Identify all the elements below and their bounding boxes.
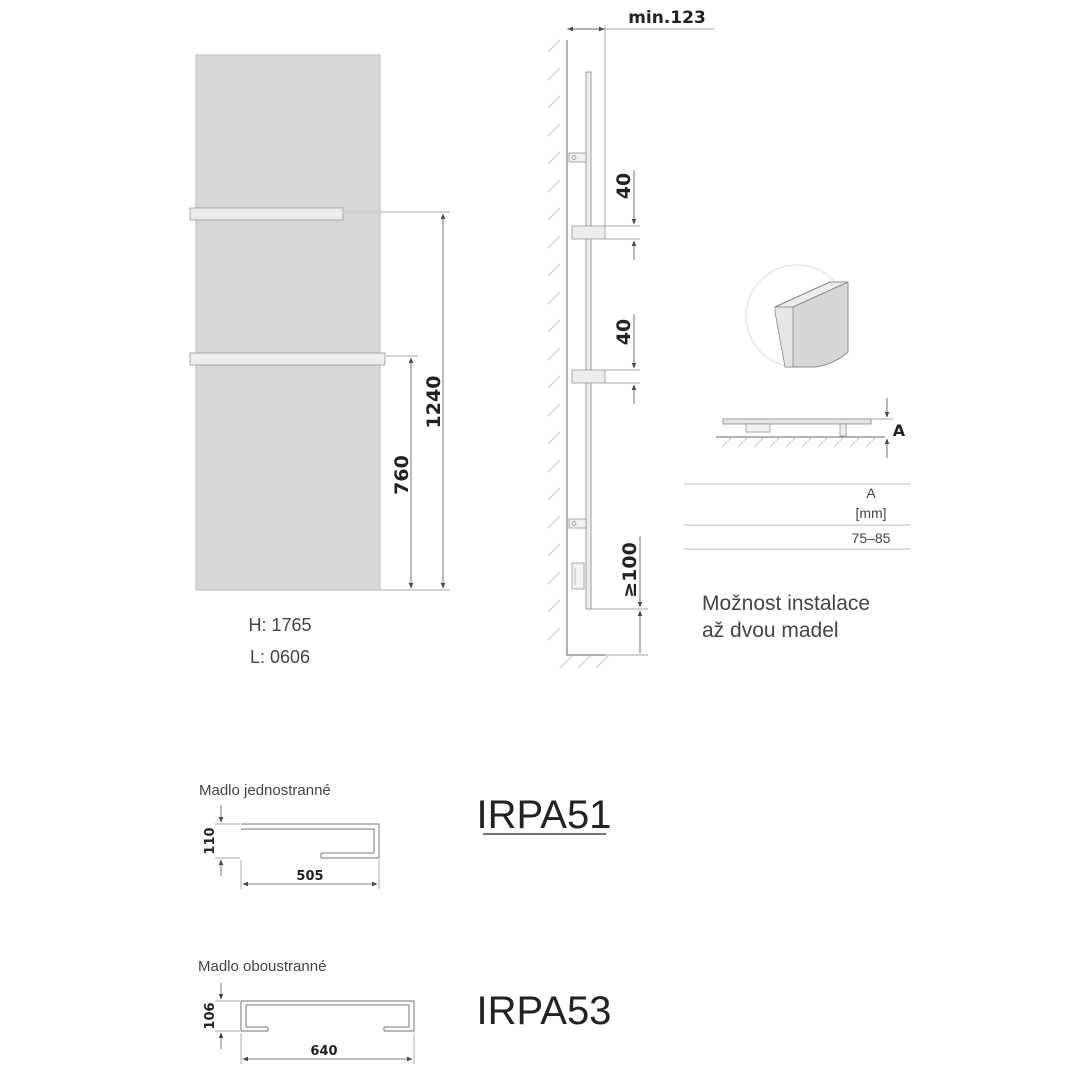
dim-min123-label: min.123 bbox=[628, 8, 706, 28]
detail-view bbox=[684, 265, 911, 642]
table-value: 75–85 bbox=[851, 530, 891, 546]
handle-1-width: 505 bbox=[296, 869, 324, 884]
upper-bar-side bbox=[572, 226, 605, 239]
handle-one-sided bbox=[199, 782, 611, 889]
dim-1240-label: 1240 bbox=[423, 375, 445, 429]
handle-1-code: IRPA51 bbox=[476, 793, 612, 837]
dimension-table bbox=[684, 484, 911, 549]
dim-floor-label: ≥100 bbox=[619, 542, 641, 598]
upper-towel-bar bbox=[190, 208, 343, 220]
handle-2-code: IRPA53 bbox=[476, 989, 612, 1033]
table-unit: [mm] bbox=[855, 505, 887, 521]
height-label: H: 1765 bbox=[248, 615, 312, 635]
handle-2-width: 640 bbox=[310, 1044, 338, 1059]
dim-gap2-label: 40 bbox=[613, 318, 635, 346]
side-view bbox=[548, 8, 714, 668]
handle-2-height: 106 bbox=[203, 1002, 218, 1030]
dim-gap1-label: 40 bbox=[613, 172, 635, 200]
note-line-2: až dvou madel bbox=[702, 619, 839, 642]
lower-bar-side bbox=[572, 370, 605, 383]
dim-a-label: A bbox=[892, 421, 906, 440]
table-header: A bbox=[866, 485, 876, 501]
handle-two-sided bbox=[198, 958, 611, 1064]
handle-1-profile bbox=[241, 824, 379, 858]
plan-panel bbox=[723, 419, 871, 424]
handle-1-title: Madlo jednostranné bbox=[199, 782, 331, 799]
note-line-1: Možnost instalace bbox=[702, 592, 871, 615]
handle-2-profile bbox=[241, 1001, 414, 1031]
bracket-bottom bbox=[569, 519, 586, 528]
radiator-panel bbox=[196, 55, 380, 590]
lower-towel-bar bbox=[190, 353, 385, 365]
handle-1-height: 110 bbox=[203, 827, 218, 855]
handle-2-title: Madlo oboustranné bbox=[198, 958, 327, 975]
width-label: L: 0606 bbox=[249, 647, 311, 667]
bracket-top bbox=[569, 153, 586, 162]
valve bbox=[572, 563, 584, 589]
dim-760-label: 760 bbox=[391, 455, 413, 495]
radiator-side bbox=[586, 72, 591, 609]
front-view bbox=[190, 55, 450, 667]
